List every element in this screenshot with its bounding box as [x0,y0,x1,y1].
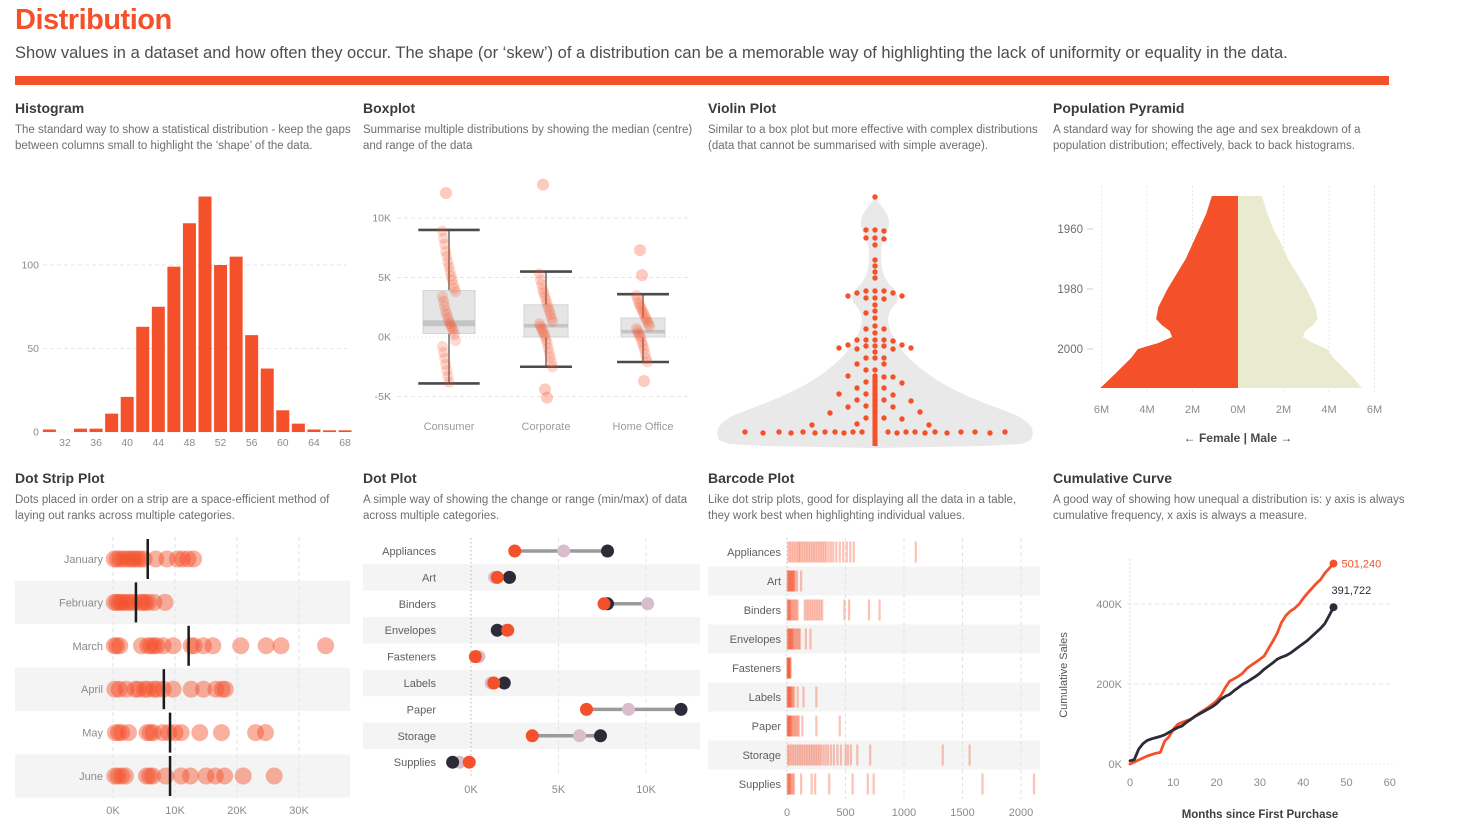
svg-text:0: 0 [1126,777,1134,789]
panel-boxplot [363,100,695,465]
svg-text:32: 32 [59,437,71,449]
panel-description: A standard way for showing the age and sex breakdown of a population distribution; effectively, back to back histograms. [1053,124,1361,153]
panel-description: Similar to a box plot but more effective with complex distributions (data that cannot be summarised with simple average). [708,124,1038,153]
svg-text:Appliances: Appliances [382,546,436,558]
svg-text:50: 50 [1340,777,1353,789]
panel-description: The standard way to show a statistical distribution - keep the gaps between columns small to highlight the ‘shape’ of the data. [15,124,351,153]
panel-description: Summarise multiple distributions by showing the median (centre) and range of the data [363,124,693,153]
panel-description: Like dot strip plots, good for displaying all the data in a table, they work best when highlighting individual values. [708,494,1017,523]
svg-text:40: 40 [1297,777,1310,789]
page-header [15,4,1395,63]
svg-text:56: 56 [245,437,258,449]
svg-text:50: 50 [27,343,39,355]
svg-text:2M: 2M [1184,404,1201,416]
svg-text:44: 44 [152,437,165,449]
dot-strip-chart [15,535,355,830]
svg-text:Fasteners: Fasteners [387,651,436,664]
svg-text:January: January [63,554,103,566]
svg-text:20: 20 [1210,777,1223,789]
population-pyramid-chart [1053,180,1409,460]
violin-chart [708,180,1043,460]
panel-title: Population Pyramid [1053,100,1185,116]
svg-text:10K: 10K [165,805,185,817]
panel-description: A simple way of showing the change or range (min/max) of data across multiple categories. [363,494,688,523]
svg-text:200K: 200K [1096,679,1122,691]
svg-text:Storage: Storage [397,730,436,743]
svg-text:20K: 20K [227,805,247,817]
page-subtitle: Show values in a dataset and how often they occur. The shape (or ‘skew’) of a distribution can be a memorable way of highlighting the lack of uniformity or equality in the data. [15,44,1288,62]
svg-text:60: 60 [1383,777,1396,789]
svg-text:40: 40 [121,437,134,449]
svg-text:30K: 30K [289,805,309,817]
svg-text:1000: 1000 [891,807,917,819]
page-title: Distribution [15,4,172,36]
svg-text:1500: 1500 [950,807,975,819]
svg-text:Months since First Purchase: Months since First Purchase [1181,809,1339,821]
svg-text:Paper: Paper [406,704,436,717]
panel-title: Violin Plot [708,100,777,116]
svg-text:Supplies: Supplies [738,779,781,791]
svg-text:Cumulative Sales: Cumulative Sales [1058,632,1070,718]
svg-text:Fasteners: Fasteners [732,663,781,675]
boxplot-chart [363,180,695,460]
svg-text:Consumer: Consumer [423,421,475,433]
cumulative-curve-chart [1053,535,1409,830]
panel-description: A good way of showing how unequal a distribution is: y axis is always cumulative frequency, x axis is always a measure. [1053,494,1405,523]
svg-text:May: May [82,727,103,740]
accent-divider-bar [15,76,1389,85]
panel-histogram [15,100,355,465]
panel-title: Histogram [15,100,85,116]
svg-text:April: April [80,684,103,697]
svg-text:4M: 4M [1139,404,1155,416]
svg-text:0K: 0K [464,784,478,796]
svg-text:1980: 1980 [1057,284,1083,296]
svg-text:Binders: Binders [398,598,436,611]
svg-text:0: 0 [783,807,791,819]
svg-text:Labels: Labels [403,678,436,690]
panel-title: Dot Strip Plot [15,470,105,486]
panel-title: Cumulative Curve [1053,470,1173,486]
panel-violin [708,100,1043,465]
svg-text:10K: 10K [372,212,391,225]
svg-text:5K: 5K [551,784,566,796]
svg-text:501,240: 501,240 [1341,558,1382,571]
svg-text:Envelopes: Envelopes [384,625,436,638]
panel-title: Dot Plot [363,470,417,486]
histogram-chart [15,180,355,460]
svg-text:2M: 2M [1275,404,1292,416]
svg-text:-5K: -5K [374,391,391,403]
svg-text:10K: 10K [636,784,656,796]
svg-text:Art: Art [766,576,781,588]
panel-pyramid [1053,100,1409,465]
svg-text:30: 30 [1253,777,1267,789]
panel-title: Barcode Plot [708,470,795,486]
svg-text:Binders: Binders [743,605,781,617]
svg-text:48: 48 [183,437,196,449]
panel-dot-plot [363,470,700,835]
svg-text:0: 0 [33,426,39,439]
svg-text:36: 36 [90,437,102,449]
svg-text:February: February [58,597,103,610]
panel-cumulative [1053,470,1409,835]
barcode-chart [708,535,1040,830]
panel-dot-strip [15,470,355,835]
svg-text:← Female | Male →: ← Female | Male → [1183,431,1293,445]
svg-text:Paper: Paper [751,721,781,733]
panel-title: Boxplot [363,100,416,116]
svg-text:Envelopes: Envelopes [729,634,781,646]
svg-text:March: March [72,640,103,653]
svg-text:400K: 400K [1096,599,1122,611]
svg-text:60: 60 [276,437,289,449]
svg-text:0K: 0K [106,805,120,817]
svg-text:2000: 2000 [1008,807,1034,819]
svg-text:0K: 0K [378,331,391,344]
panel-barcode [708,470,1040,835]
svg-text:0M: 0M [1230,404,1246,416]
svg-text:68: 68 [339,437,351,449]
svg-text:2000: 2000 [1057,344,1083,356]
svg-text:1960: 1960 [1057,224,1083,236]
svg-text:Supplies: Supplies [393,757,436,770]
svg-text:64: 64 [308,437,320,449]
svg-text:Corporate: Corporate [521,421,571,433]
svg-text:6M: 6M [1366,404,1383,416]
svg-text:Art: Art [421,572,436,585]
svg-text:100: 100 [21,259,39,272]
svg-text:391,722: 391,722 [1331,585,1372,598]
svg-text:June: June [79,771,103,783]
svg-text:52: 52 [214,437,227,449]
svg-text:4M: 4M [1321,404,1337,416]
svg-text:Home Office: Home Office [612,421,674,433]
svg-text:500: 500 [836,807,855,819]
svg-text:6M: 6M [1093,404,1110,416]
svg-text:Labels: Labels [748,692,781,704]
panel-description: Dots placed in order on a strip are a space-efficient method of laying out ranks across multiple categories. [15,494,330,523]
dot-plot-chart [363,535,700,830]
svg-text:Storage: Storage [742,750,781,762]
svg-text:5K: 5K [378,272,391,284]
svg-text:0K: 0K [1108,759,1122,771]
svg-text:Appliances: Appliances [727,547,781,559]
svg-text:10: 10 [1167,777,1180,789]
